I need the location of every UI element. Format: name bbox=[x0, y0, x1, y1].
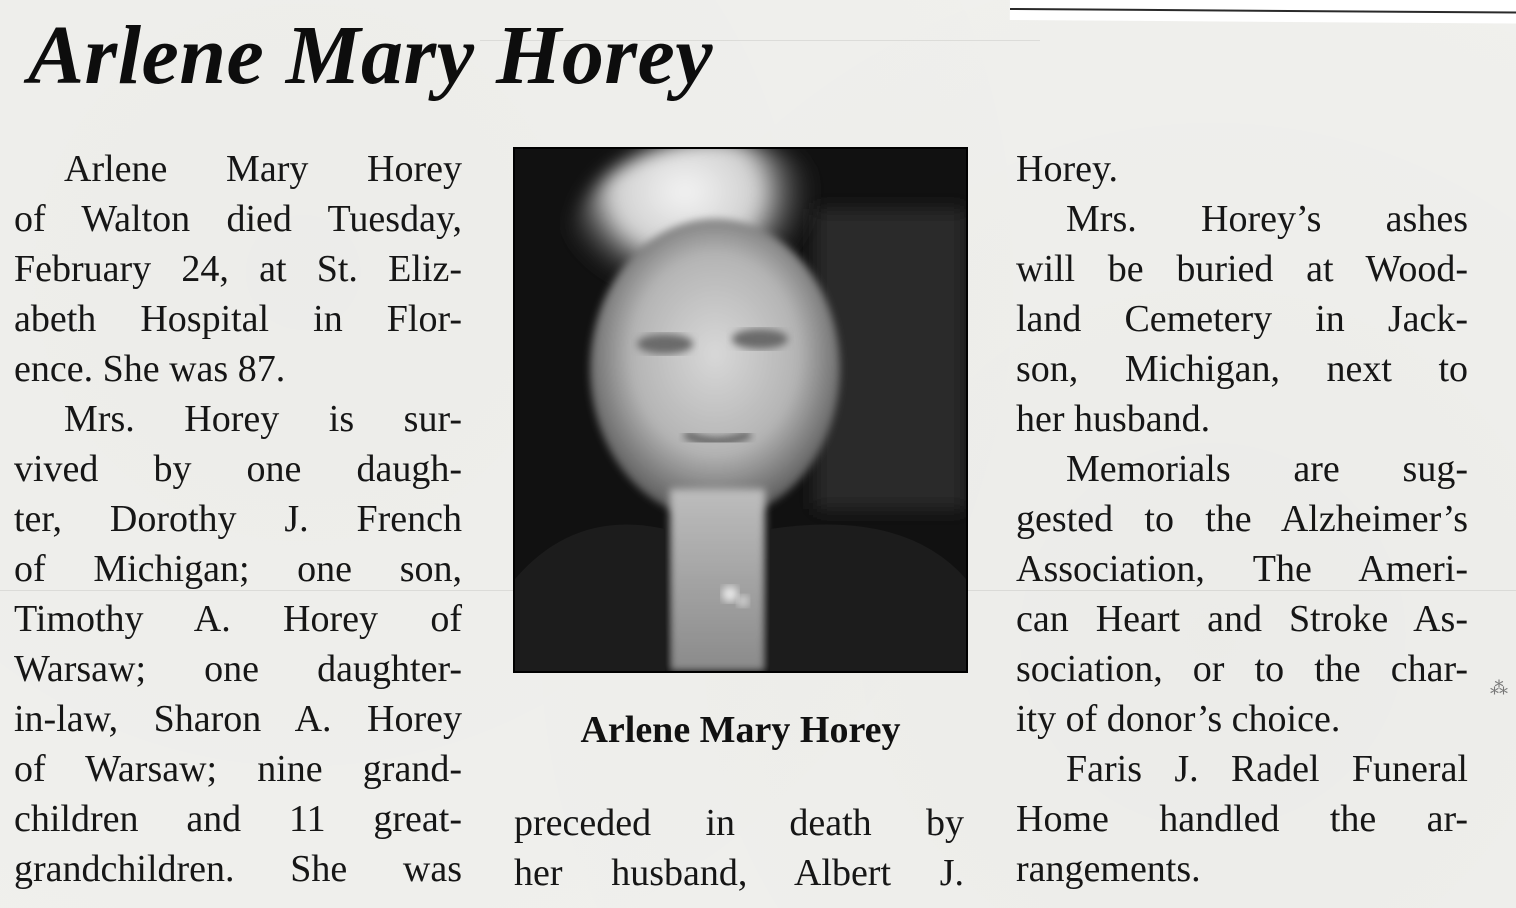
text-line: sociation, or to the char- bbox=[1016, 648, 1468, 690]
text-line: son, Michigan, next to bbox=[1016, 348, 1468, 390]
text-line: Arlene Mary Horey bbox=[64, 148, 462, 190]
column-left bbox=[14, 144, 462, 894]
portrait-photo-image bbox=[515, 149, 966, 671]
column-right bbox=[1016, 144, 1468, 894]
text-line: ter, Dorothy J. French bbox=[14, 498, 462, 540]
column-middle bbox=[514, 798, 964, 898]
photo-caption: Arlene Mary Horey bbox=[580, 709, 901, 751]
text-line: Timothy A. Horey of bbox=[14, 598, 462, 640]
text-line: Memorials are sug- bbox=[1066, 448, 1468, 490]
text-line: Horey. bbox=[1016, 148, 1118, 190]
text-line: children and 11 great- bbox=[14, 798, 462, 840]
text-line: her husband. bbox=[1016, 398, 1211, 440]
text-line: of Warsaw; nine grand- bbox=[14, 748, 462, 790]
text-line: gested to the Alzheimer’s bbox=[1016, 498, 1468, 540]
text-line: of Michigan; one son, bbox=[14, 548, 462, 590]
text-line: ity of donor’s choice. bbox=[1016, 698, 1341, 740]
obituary-headline: Arlene Mary Horey bbox=[28, 9, 714, 102]
text-line: rangements. bbox=[1016, 848, 1201, 890]
text-line: abeth Hospital in Flor- bbox=[14, 298, 462, 340]
portrait-photo bbox=[513, 147, 968, 673]
text-line: ence. She was 87. bbox=[14, 348, 286, 390]
text-line: Warsaw; one daughter- bbox=[14, 648, 462, 690]
text-line: preceded in death by bbox=[514, 802, 964, 844]
text-line: Association, The Ameri- bbox=[1016, 548, 1468, 590]
text-line: Mrs. Horey is sur- bbox=[64, 398, 462, 440]
text-line: can Heart and Stroke As- bbox=[1016, 598, 1468, 640]
text-line: Mrs. Horey’s ashes bbox=[1066, 198, 1468, 240]
text-line: grandchildren. She was bbox=[14, 848, 462, 890]
text-line: February 24, at St. Eliz- bbox=[14, 248, 462, 290]
text-line: Faris J. Radel Funeral bbox=[1066, 748, 1468, 790]
text-line: her husband, Albert J. bbox=[514, 852, 964, 894]
text-line: will be buried at Wood- bbox=[1016, 248, 1468, 290]
text-line: vived by one daugh- bbox=[14, 448, 462, 490]
text-line: of Walton died Tuesday, bbox=[14, 198, 462, 240]
text-line: land Cemetery in Jack- bbox=[1016, 298, 1468, 340]
margin-mark: ⁂ bbox=[1490, 678, 1508, 698]
text-line: in-law, Sharon A. Horey bbox=[14, 698, 462, 740]
text-line: Home handled the ar- bbox=[1016, 798, 1468, 840]
